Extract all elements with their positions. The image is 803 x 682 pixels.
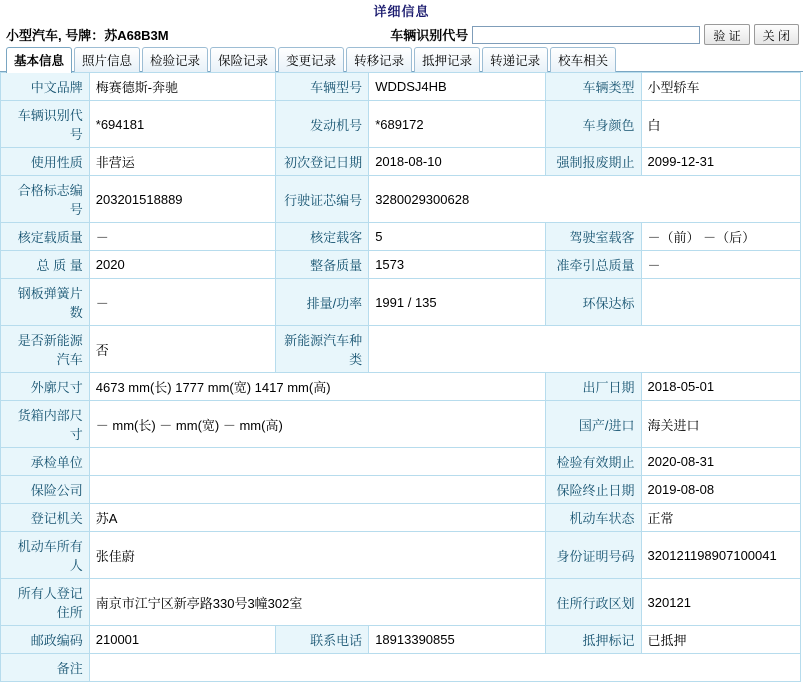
value-mandatory-scrap-date: 2099-12-31 (641, 148, 800, 176)
label-leaf-spring-count: 钢板弹簧片数 (1, 279, 90, 326)
label-emission-standard: 环保达标 (545, 279, 641, 326)
table-row (1, 251, 801, 279)
value-gross-mass: 2020 (89, 251, 276, 279)
table-row (1, 148, 801, 176)
label-cab-passengers: 驾驶室载客 (545, 223, 641, 251)
value-owner: 张佳蔚 (89, 532, 545, 579)
table-row (1, 279, 801, 326)
value-address-district-code: 320121 (641, 579, 800, 626)
tab-bar (0, 49, 803, 72)
value-emission-standard (641, 279, 800, 326)
label-towing-mass: 准牵引总质量 (545, 251, 641, 279)
label-insurance-end-date: 保险终止日期 (545, 476, 641, 504)
value-registration-authority: 苏A (89, 504, 545, 532)
value-domestic-or-import: 海关进口 (641, 401, 800, 448)
label-owner: 机动车所有人 (1, 532, 90, 579)
label-mortgage-mark: 抵押标记 (545, 626, 641, 654)
table-row (1, 448, 801, 476)
label-displacement-power: 排量/功率 (276, 279, 369, 326)
value-displacement-power: 1991 / 135 (369, 279, 546, 326)
label-curb-mass: 整备质量 (276, 251, 369, 279)
value-qualification-no: 203201518889 (89, 176, 276, 223)
tab-insurance-records[interactable]: 保险记录 (210, 47, 276, 72)
value-cargo-box-dimensions: － mm(长) － mm(宽) － mm(高) (89, 401, 545, 448)
verify-button[interactable]: 验 证 (704, 24, 749, 45)
value-body-color: 白 (641, 101, 800, 148)
vin-field-label: 车辆识别代号 (390, 28, 469, 43)
tab-forward-records[interactable]: 转递记录 (482, 47, 548, 72)
value-rated-passengers: 5 (369, 223, 546, 251)
table-row (1, 532, 801, 579)
label-vin: 车辆识别代号 (1, 101, 90, 148)
tab-school-bus[interactable]: 校车相关 (550, 47, 616, 72)
vehicle-detail-table (0, 72, 801, 682)
value-usage: 非营运 (89, 148, 276, 176)
label-owner-address: 所有人登记住所 (1, 579, 90, 626)
label-engine-no: 发动机号 (276, 101, 369, 148)
label-address-district-code: 住所行政区划 (545, 579, 641, 626)
value-insurance-end-date: 2019-08-08 (641, 476, 800, 504)
label-domestic-or-import: 国产/进口 (545, 401, 641, 448)
value-model: WDDSJ4HB (369, 73, 546, 101)
value-engine-no: *689172 (369, 101, 546, 148)
tab-basic-info[interactable]: 基本信息 (6, 47, 72, 73)
close-button[interactable]: 关 闭 (754, 24, 799, 45)
label-mandatory-scrap-date: 强制报废期止 (545, 148, 641, 176)
tab-transfer-records[interactable]: 转移记录 (346, 47, 412, 72)
label-gross-mass: 总 质 量 (1, 251, 90, 279)
label-brand: 中文品牌 (1, 73, 90, 101)
table-row (1, 176, 801, 223)
label-qualification-no: 合格标志编号 (1, 176, 90, 223)
value-leaf-spring-count: － (89, 279, 276, 326)
value-inspection-valid-until: 2020-08-31 (641, 448, 800, 476)
tab-photo-info[interactable]: 照片信息 (74, 47, 140, 72)
table-row (1, 73, 801, 101)
label-inspection-valid-until: 检验有效期止 (545, 448, 641, 476)
tab-mortgage-records[interactable]: 抵押记录 (414, 47, 480, 72)
table-row (1, 579, 801, 626)
value-contact-phone: 18913390855 (369, 626, 546, 654)
table-row (1, 326, 801, 373)
value-cab-passengers: －（前） －（后） (641, 223, 800, 251)
value-insurance-company (89, 476, 545, 504)
label-inspection-unit: 承检单位 (1, 448, 90, 476)
label-vehicle-type: 车辆类型 (545, 73, 641, 101)
label-id-number: 身份证明号码 (545, 532, 641, 579)
label-new-energy-type: 新能源汽车种类 (276, 326, 369, 373)
label-remark: 备注 (1, 654, 90, 682)
value-rated-load: － (89, 223, 276, 251)
value-vehicle-status: 正常 (641, 504, 800, 532)
label-is-new-energy: 是否新能源汽车 (1, 326, 90, 373)
tab-change-records[interactable]: 变更记录 (278, 47, 344, 72)
value-new-energy-type (369, 326, 801, 373)
table-row (1, 504, 801, 532)
label-contact-phone: 联系电话 (276, 626, 369, 654)
label-registration-authority: 登记机关 (1, 504, 90, 532)
value-remark (89, 654, 800, 682)
label-model: 车辆型号 (276, 73, 369, 101)
label-overall-dimensions: 外廓尺寸 (1, 373, 90, 401)
value-postal-code: 210001 (89, 626, 276, 654)
value-brand: 梅赛德斯-奔驰 (89, 73, 276, 101)
tab-inspection-records[interactable]: 检验记录 (142, 47, 208, 72)
header-bar (0, 22, 803, 49)
label-postal-code: 邮政编码 (1, 626, 90, 654)
label-insurance-company: 保险公司 (1, 476, 90, 504)
table-row (1, 373, 801, 401)
label-body-color: 车身颜色 (545, 101, 641, 148)
label-license-chip-no: 行驶证芯编号 (276, 176, 369, 223)
window-title: 详细信息 (373, 4, 430, 19)
label-cargo-box-dimensions: 货箱内部尺寸 (1, 401, 90, 448)
value-overall-dimensions: 4673 mm(长) 1777 mm(宽) 1417 mm(高) (89, 373, 545, 401)
value-id-number: 320121198907100041 (641, 532, 800, 579)
value-curb-mass: 1573 (369, 251, 546, 279)
value-vin: *694181 (89, 101, 276, 148)
value-license-chip-no: 3280029300628 (369, 176, 801, 223)
table-row (1, 626, 801, 654)
value-towing-mass: － (641, 251, 800, 279)
value-manufacture-date: 2018-05-01 (641, 373, 800, 401)
label-vehicle-status: 机动车状态 (545, 504, 641, 532)
value-is-new-energy: 否 (89, 326, 276, 373)
label-first-registration-date: 初次登记日期 (276, 148, 369, 176)
value-mortgage-mark: 已抵押 (641, 626, 800, 654)
table-row (1, 223, 801, 251)
table-row (1, 101, 801, 148)
value-inspection-unit (89, 448, 545, 476)
table-row (1, 401, 801, 448)
label-manufacture-date: 出厂日期 (545, 373, 641, 401)
value-first-registration-date: 2018-08-10 (369, 148, 546, 176)
value-owner-address: 南京市江宁区新亭路330号3幢302室 (89, 579, 545, 626)
plate-summary-label: 小型汽车, 号牌：苏A68B3M (6, 28, 169, 43)
table-row (1, 654, 801, 682)
table-row (1, 476, 801, 504)
label-rated-load: 核定载质量 (1, 223, 90, 251)
vin-input[interactable] (472, 26, 700, 44)
label-usage: 使用性质 (1, 148, 90, 176)
label-rated-passengers: 核定载客 (276, 223, 369, 251)
value-vehicle-type: 小型轿车 (641, 73, 800, 101)
